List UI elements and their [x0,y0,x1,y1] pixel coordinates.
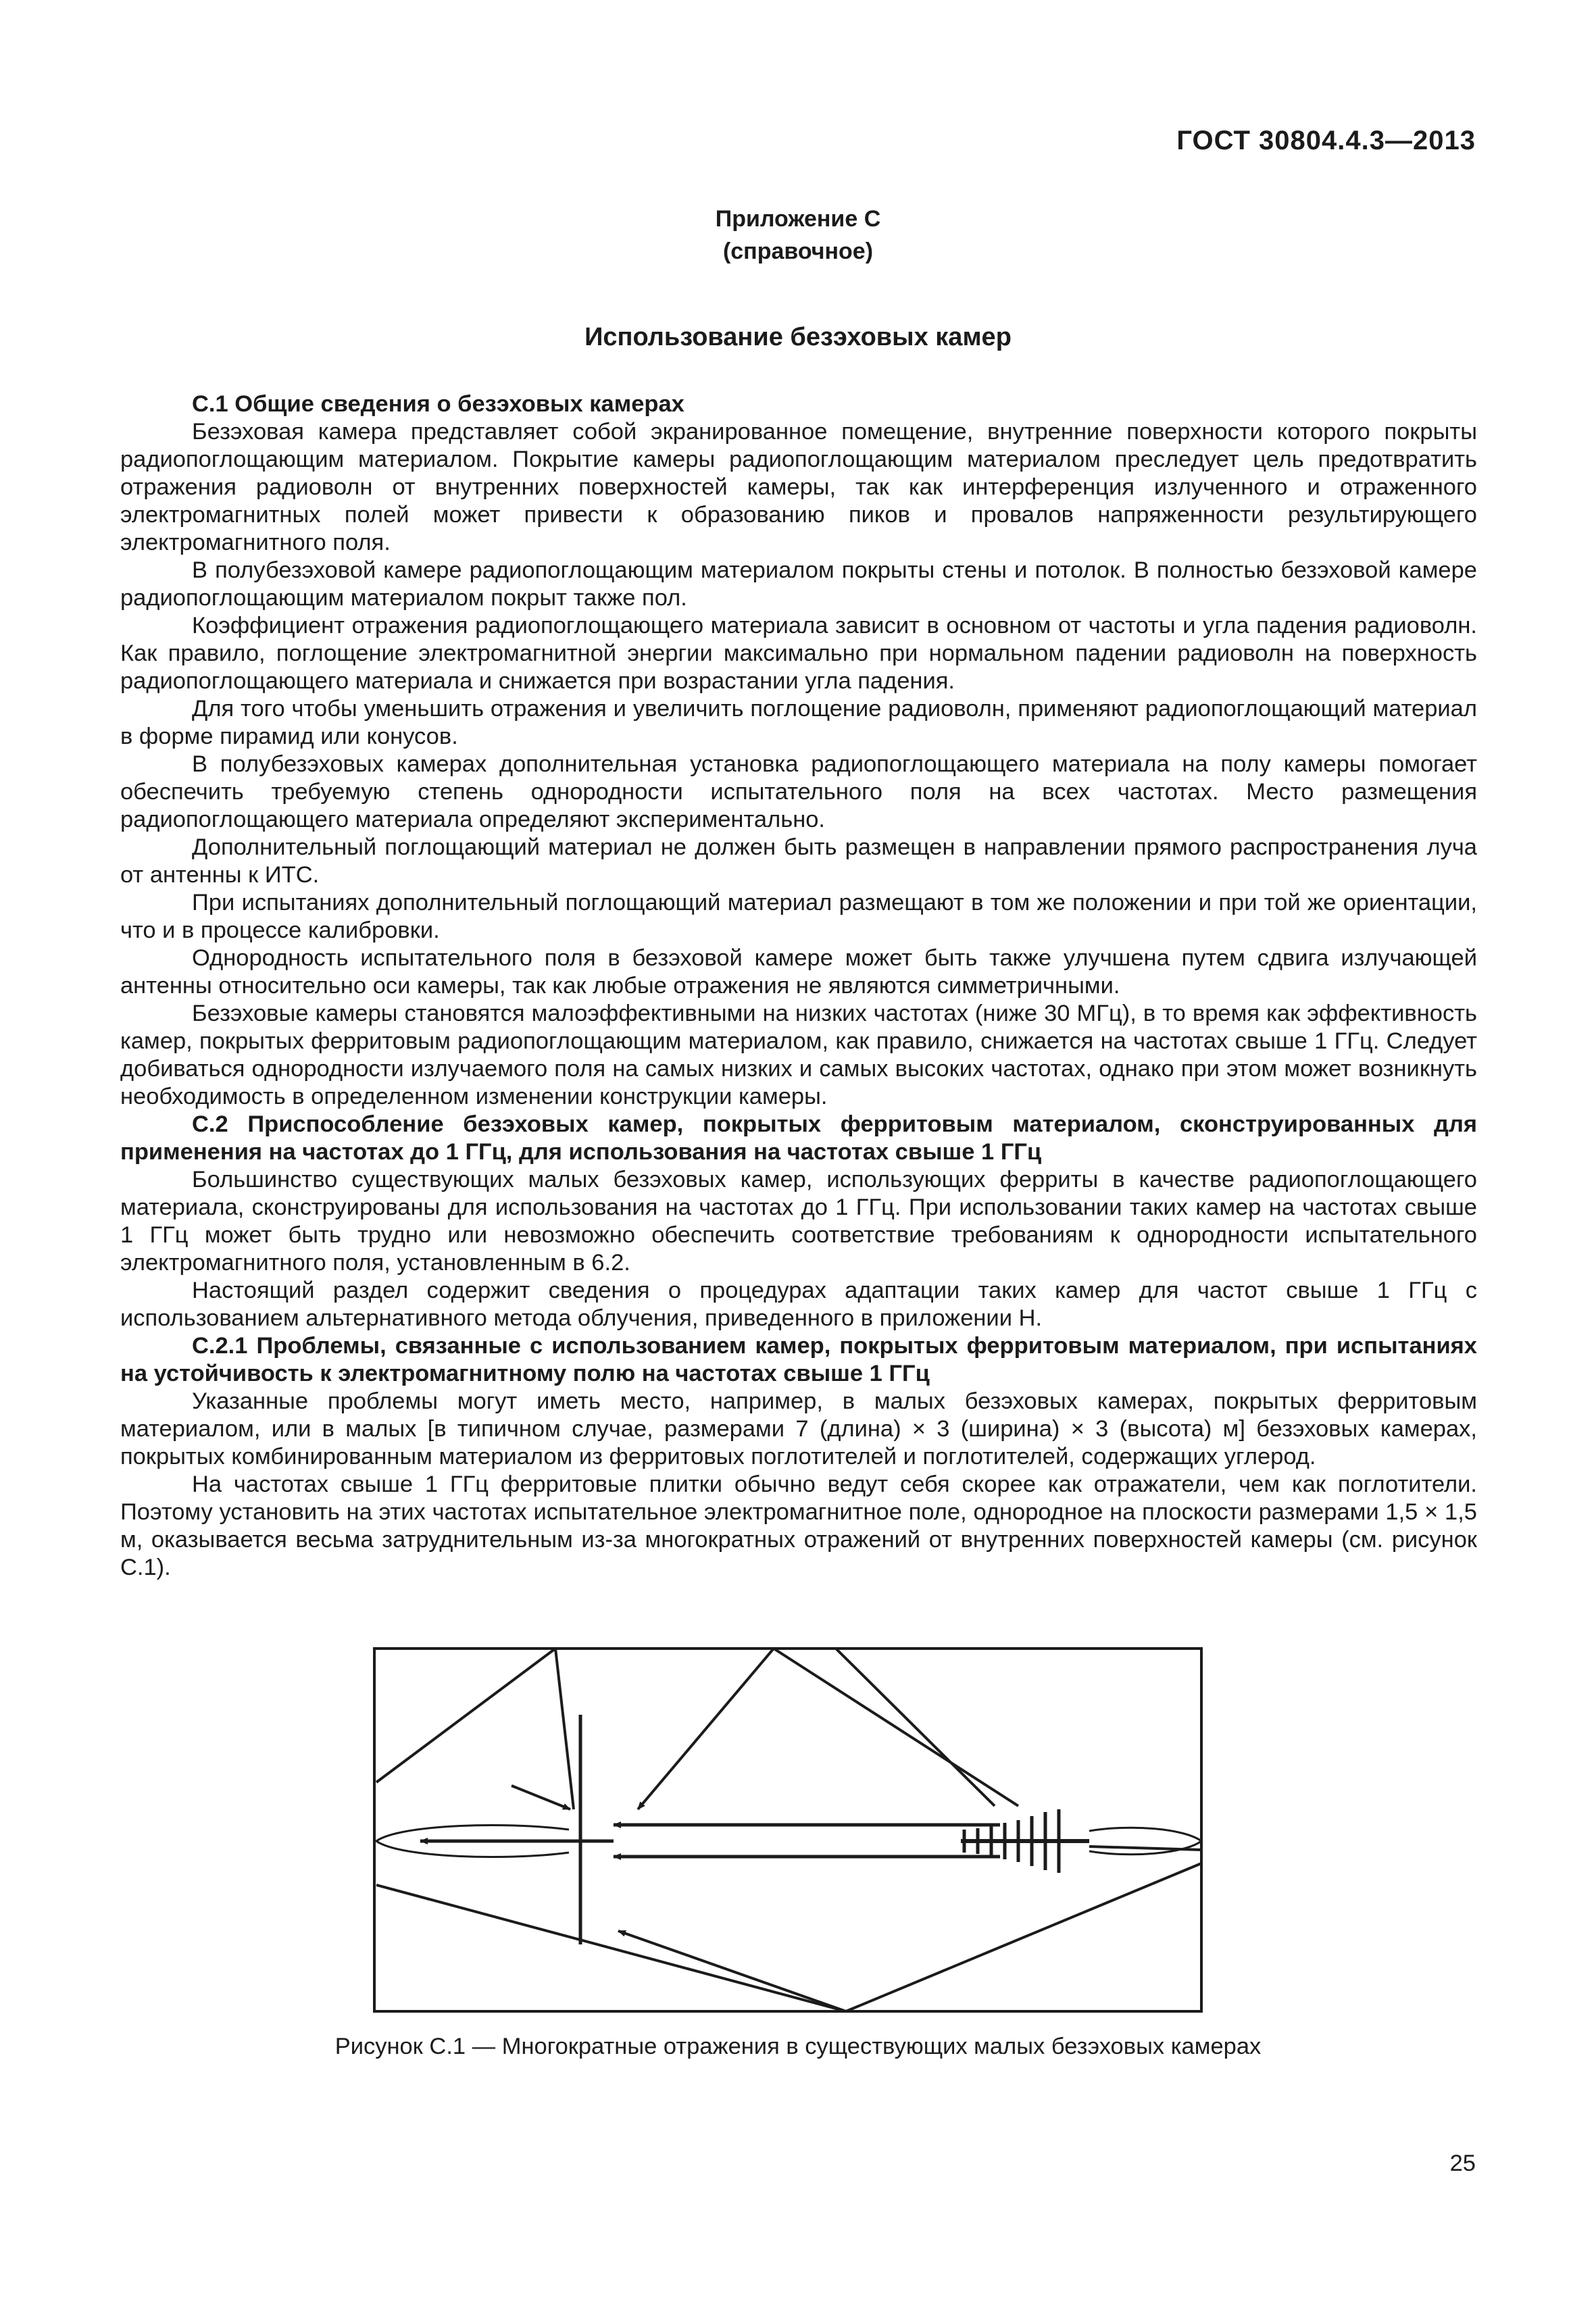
ceiling-ray-to-test-left [512,1786,570,1809]
chamber-outline [374,1649,1201,2011]
floor-reflection-left [376,1885,846,2011]
paragraph: Безэховая камера представляет собой экранированное помещение, внутренние поверхности которого покрыты радиопоглощающим материалом. Покрытие камеры радиопоглощающим материалом преследует цель предотвратить отражения радиоволн от внутренних поверхностей камеры, так как интерференция излученного и отраженного электромагнитных полей может привести к образованию пиков и провалов напряженности результирующего электромагнитного поля. [120,419,1477,555]
paragraph: Указанные проблемы могут иметь место, например, в малых безэховых камерах, покрытых ферритовым материалом, или в малых [в типичном случае, размерами 7 (длина) × 3 (ширина) × 3 (высота) м] безэховых камерах, покрытых комбинированным материалом из ферритовых поглотителей и поглотителей, содержащих углерод. [120,1388,1477,1469]
paragraph: Для того чтобы уменьшить отражения и увеличить поглощение радиоволн, применяют радиопоглощающий материал в форме пирамид или конусов. [120,696,1477,749]
body-text [120,391,1477,1582]
paragraph: Однородность испытательного поля в безэховой камере может быть также улучшена путем сдвига излучающей антенны относительно оси камеры, так как любые отражения не являются симметричными. [120,945,1477,999]
paragraph: Дополнительный поглощающий материал не должен быть размещен в направлении прямого распространения луча от антенны к ИТС. [120,834,1477,888]
figure-caption: Рисунок С.1 — Многократные отражения в существующих малых безэховых камерах [334,2034,1262,2059]
paragraph: На частотах свыше 1 ГГц ферритовые плитки обычно ведут себя скорее как отражатели, чем как поглотители. Поэтому установить на этих частотах испытательное электромагнитное поле, однородное на плоскости размерами 1,5 × 1,5 м, оказывается весьма затруднительным из-за многократных отражений от внутренних поверхностей камеры (см. рисунок С.1). [120,1472,1477,1580]
section-heading: С.2.1 Проблемы, связанные с использованием камер, покрытых ферритовым материалом, при испытаниях на устойчивость к электромагнитному полю на частотах свыше 1 ГГц [120,1333,1477,1386]
paragraph: В полубезэховой камере радиопоглощающим материалом покрыты стены и потолок. В полностью безэховой камере радиопоглощающим материалом покрыт также пол. [120,557,1477,611]
paragraph: Большинство существующих малых безэховых камер, использующих ферриты в качестве радиопоглощающего материала, сконструированы для использования на частотах до 1 ГГц. При использовании таких камер на частотах свыше 1 ГГц может быть трудно или невозможно обеспечить соответствие требованиям к однородности испытательного электромагнитного поля, установленным в 6.2. [120,1167,1477,1276]
ceiling-ray-to-test-center [638,1649,774,1809]
paragraph: Коэффициент отражения радиопоглощающего материала зависит в основном от частоты и угла падения радиоволн. Как правило, поглощение электромагнитной энергии максимально при нормальном падении радиоволн на поверхность радиопоглощающего материала и снижается при возрастании угла падения. [120,613,1477,694]
section-heading: С.2 Приспособление безэховых камер, покрытых ферритовым материалом, сконструированных для применения на частотах до 1 ГГц, для использования на частотах свыше 1 ГГц [120,1111,1477,1165]
chamber-reflections-svg [373,1647,1203,2013]
section-heading: С.1 Общие сведения о безэховых камерах [192,391,684,417]
paragraph: Безэховые камеры становятся малоэффективными на низких частотах (ниже 30 МГц), в то время как эффективность камер, покрытых ферритовым радиопоглощающим материалом, как правило, снижается на частотах свыше 1 ГГц. Следует добиваться однородности излучаемого поля на самых низких и самых высоких частотах, однако при этом может возникнуть необходимость в определенном изменении конструкции камеры. [120,1001,1477,1109]
document-standard-id: ГОСТ 30804.4.3—2013 [1176,126,1476,155]
page-number: 25 [1449,2150,1476,2176]
floor-ray-to-test [618,1931,846,2011]
appendix-kind: (справочное) [722,238,874,264]
ceiling-reflection-left [376,1649,574,1809]
paragraph: Настоящий раздел содержит сведения о процедурах адаптации таких камер для частот свыше 1 ГГц с использованием альтернативного метода облучения, приведенного в приложении Н. [120,1278,1477,1331]
appendix-heading [0,203,1596,268]
paragraph: При испытаниях дополнительный поглощающий материал размещают в том же положении и при той же ориентации, что и в процессе калибровки. [120,890,1477,943]
paragraph: В полубезэховых камерах дополнительная установка радиопоглощающего материала на полу камеры помогает обеспечить требуемую степень однородности испытательного поля на всех частотах. Место размещения радиопоглощающего материала определяют экспериментально. [120,751,1477,832]
floor-reflection-right [846,1846,1201,2011]
figure-reflections-diagram [373,1647,1203,2013]
appendix-title: Использование безэховых камер [584,323,1012,351]
ceiling-reflection-center [774,1649,1018,1806]
appendix-label: Приложение С [715,206,881,232]
ceiling-reflection-right [836,1649,995,1806]
